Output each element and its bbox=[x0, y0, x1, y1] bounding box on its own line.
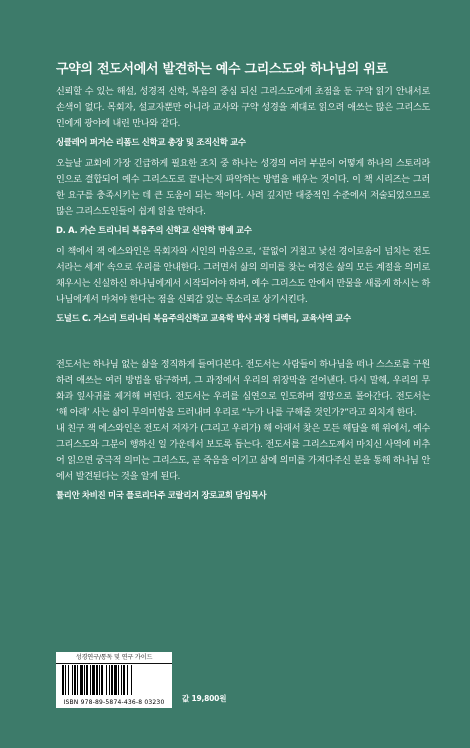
blurb-author: D. A. 카슨 트리니티 복음주의 신학교 신약학 명예 교수 bbox=[56, 225, 252, 235]
barcode-bar bbox=[74, 665, 76, 695]
barcode-bar bbox=[96, 665, 98, 695]
barcode-bar bbox=[65, 665, 66, 695]
barcode-bar bbox=[109, 665, 110, 695]
blurb-author: 싱클레어 퍼거슨 리폼드 신학교 총장 및 조직신학 교수 bbox=[56, 137, 246, 147]
barcode-bar bbox=[121, 665, 122, 695]
barcode-bar bbox=[101, 665, 103, 695]
barcode-bar bbox=[86, 665, 88, 695]
barcode-bar bbox=[118, 665, 119, 695]
blurb-text: 오늘날 교회에 가장 긴급하게 필요한 조치 중 하나는 성경의 여러 부분이 어떻게 하나의 스토리라인으로 결합되어 예수 그리스도로 끝나는지 파악하는 방법을 배우는 것이다. 이 책 시리즈는 그러한 요구를 충족시키는 데 큰 도움이 되는 책이다. 사려 깊지만 대중적인 수준에서 저술되었으므로 많은 그리스도인들이 쉽게 읽을 만하다. bbox=[56, 159, 430, 217]
barcode-bar bbox=[106, 665, 107, 695]
barcode-bar bbox=[72, 665, 73, 695]
barcode-icon bbox=[62, 665, 166, 695]
barcode-bar bbox=[80, 665, 83, 695]
barcode-bar bbox=[62, 665, 64, 695]
barcode-bar bbox=[114, 665, 117, 695]
barcode-bar bbox=[68, 665, 69, 695]
isbn-number: ISBN 978-89-5874-436-8 03230 bbox=[63, 699, 165, 706]
blurb-3 bbox=[56, 244, 430, 324]
barcode-bar bbox=[123, 665, 125, 695]
barcode-bar bbox=[84, 665, 85, 695]
blurb-text: 전도서는 하나님 없는 삶을 정직하게 들여다본다. 전도서는 사람들이 하나님을 떠나 스스로를 구원하려 애쓰는 여러 방법을 탐구하며, 그 과정에서 우리의 위장막을 걷어낸다. 다시 말해, 우리의 무화과 잎사귀를 제거해 버린다. 전도서는 우리를 심연으로 인도하며 절망으로 몰아간다. 전도서는 ‘해 아래’ 사는 삶이 무의미함을 드러내며 우리로 “누가 나를 구해줄 것인가?”라고 외치게 한다. bbox=[56, 360, 430, 418]
blurb-1 bbox=[56, 84, 430, 148]
blurb-author: 툴리안 차비진 미국 플로리다주 코랄리지 장로교회 담임목사 bbox=[56, 490, 267, 500]
barcode-category: 성경연구/통독 및 연구 가이드 bbox=[56, 652, 172, 664]
headline: 구약의 전도서에서 발견하는 예수 그리스도와 하나님의 위로 bbox=[56, 62, 388, 77]
barcode-bar bbox=[99, 665, 100, 695]
blurb-4 bbox=[56, 357, 430, 501]
barcode-bar bbox=[127, 665, 128, 695]
blurb-text: 신뢰할 수 있는 해설, 성경적 신학, 복음의 중심 되신 그리스도에게 초점을 둔 구약 읽기 안내서로 손색이 없다. 목회자, 설교자뿐만 아니라 교사와 구약 성경을 제대로 읽으려 애쓰는 많은 그리스도인에게 광야에 내린 만나와 같다. bbox=[56, 87, 430, 129]
barcode-bar bbox=[111, 665, 113, 695]
barcode-bar bbox=[90, 665, 91, 695]
barcode-bar bbox=[77, 665, 78, 695]
price: 값 19,800원 bbox=[182, 694, 227, 703]
blurb-text: 이 책에서 잭 에스와인은 목회자와 시인의 마음으로, ‘끝없이 거칠고 낯선 경이로움이 넘치는 전도서라는 세계’ 속으로 우리를 안내한다. 그러면서 삶의 의미를 찾는 여정은 삶의 모든 계절을 의미로 채우시는 신실하신 하나님에게서 시작되어야 하며, 예수 그리스도 안에서 만물을 새롭게 하시는 하나님에게서 마쳐야 한다는 점을 신뢰감 있는 목소리로 상기시킨다. bbox=[56, 247, 430, 305]
barcode-bar bbox=[131, 665, 132, 695]
barcode-label bbox=[56, 652, 172, 708]
blurb-text-continued: 내 친구 잭 에스와인은 전도서 저자가 (그리고 우리가) 해 아래서 찾은 모든 해답을 해 위에서, 예수 그리스도와 그분이 행하신 일 가운데서 보도록 돕는다. 전도서를 그리스도께서 마치신 사역에 비추어 읽으면 궁극적 의미는 그리스도, 곧 죽음을 이기고 삶에 의미를 가져다주신 분을 통해 하나님 안에서 발견된다는 것을 알게 된다. bbox=[56, 424, 430, 482]
blurb-2 bbox=[56, 156, 430, 236]
barcode-bar bbox=[92, 665, 95, 695]
blurb-author: 도널드 C. 거스리 트리니티 복음주의신학교 교육학 박사 과정 디렉터, 교육사역 교수 bbox=[56, 313, 351, 323]
